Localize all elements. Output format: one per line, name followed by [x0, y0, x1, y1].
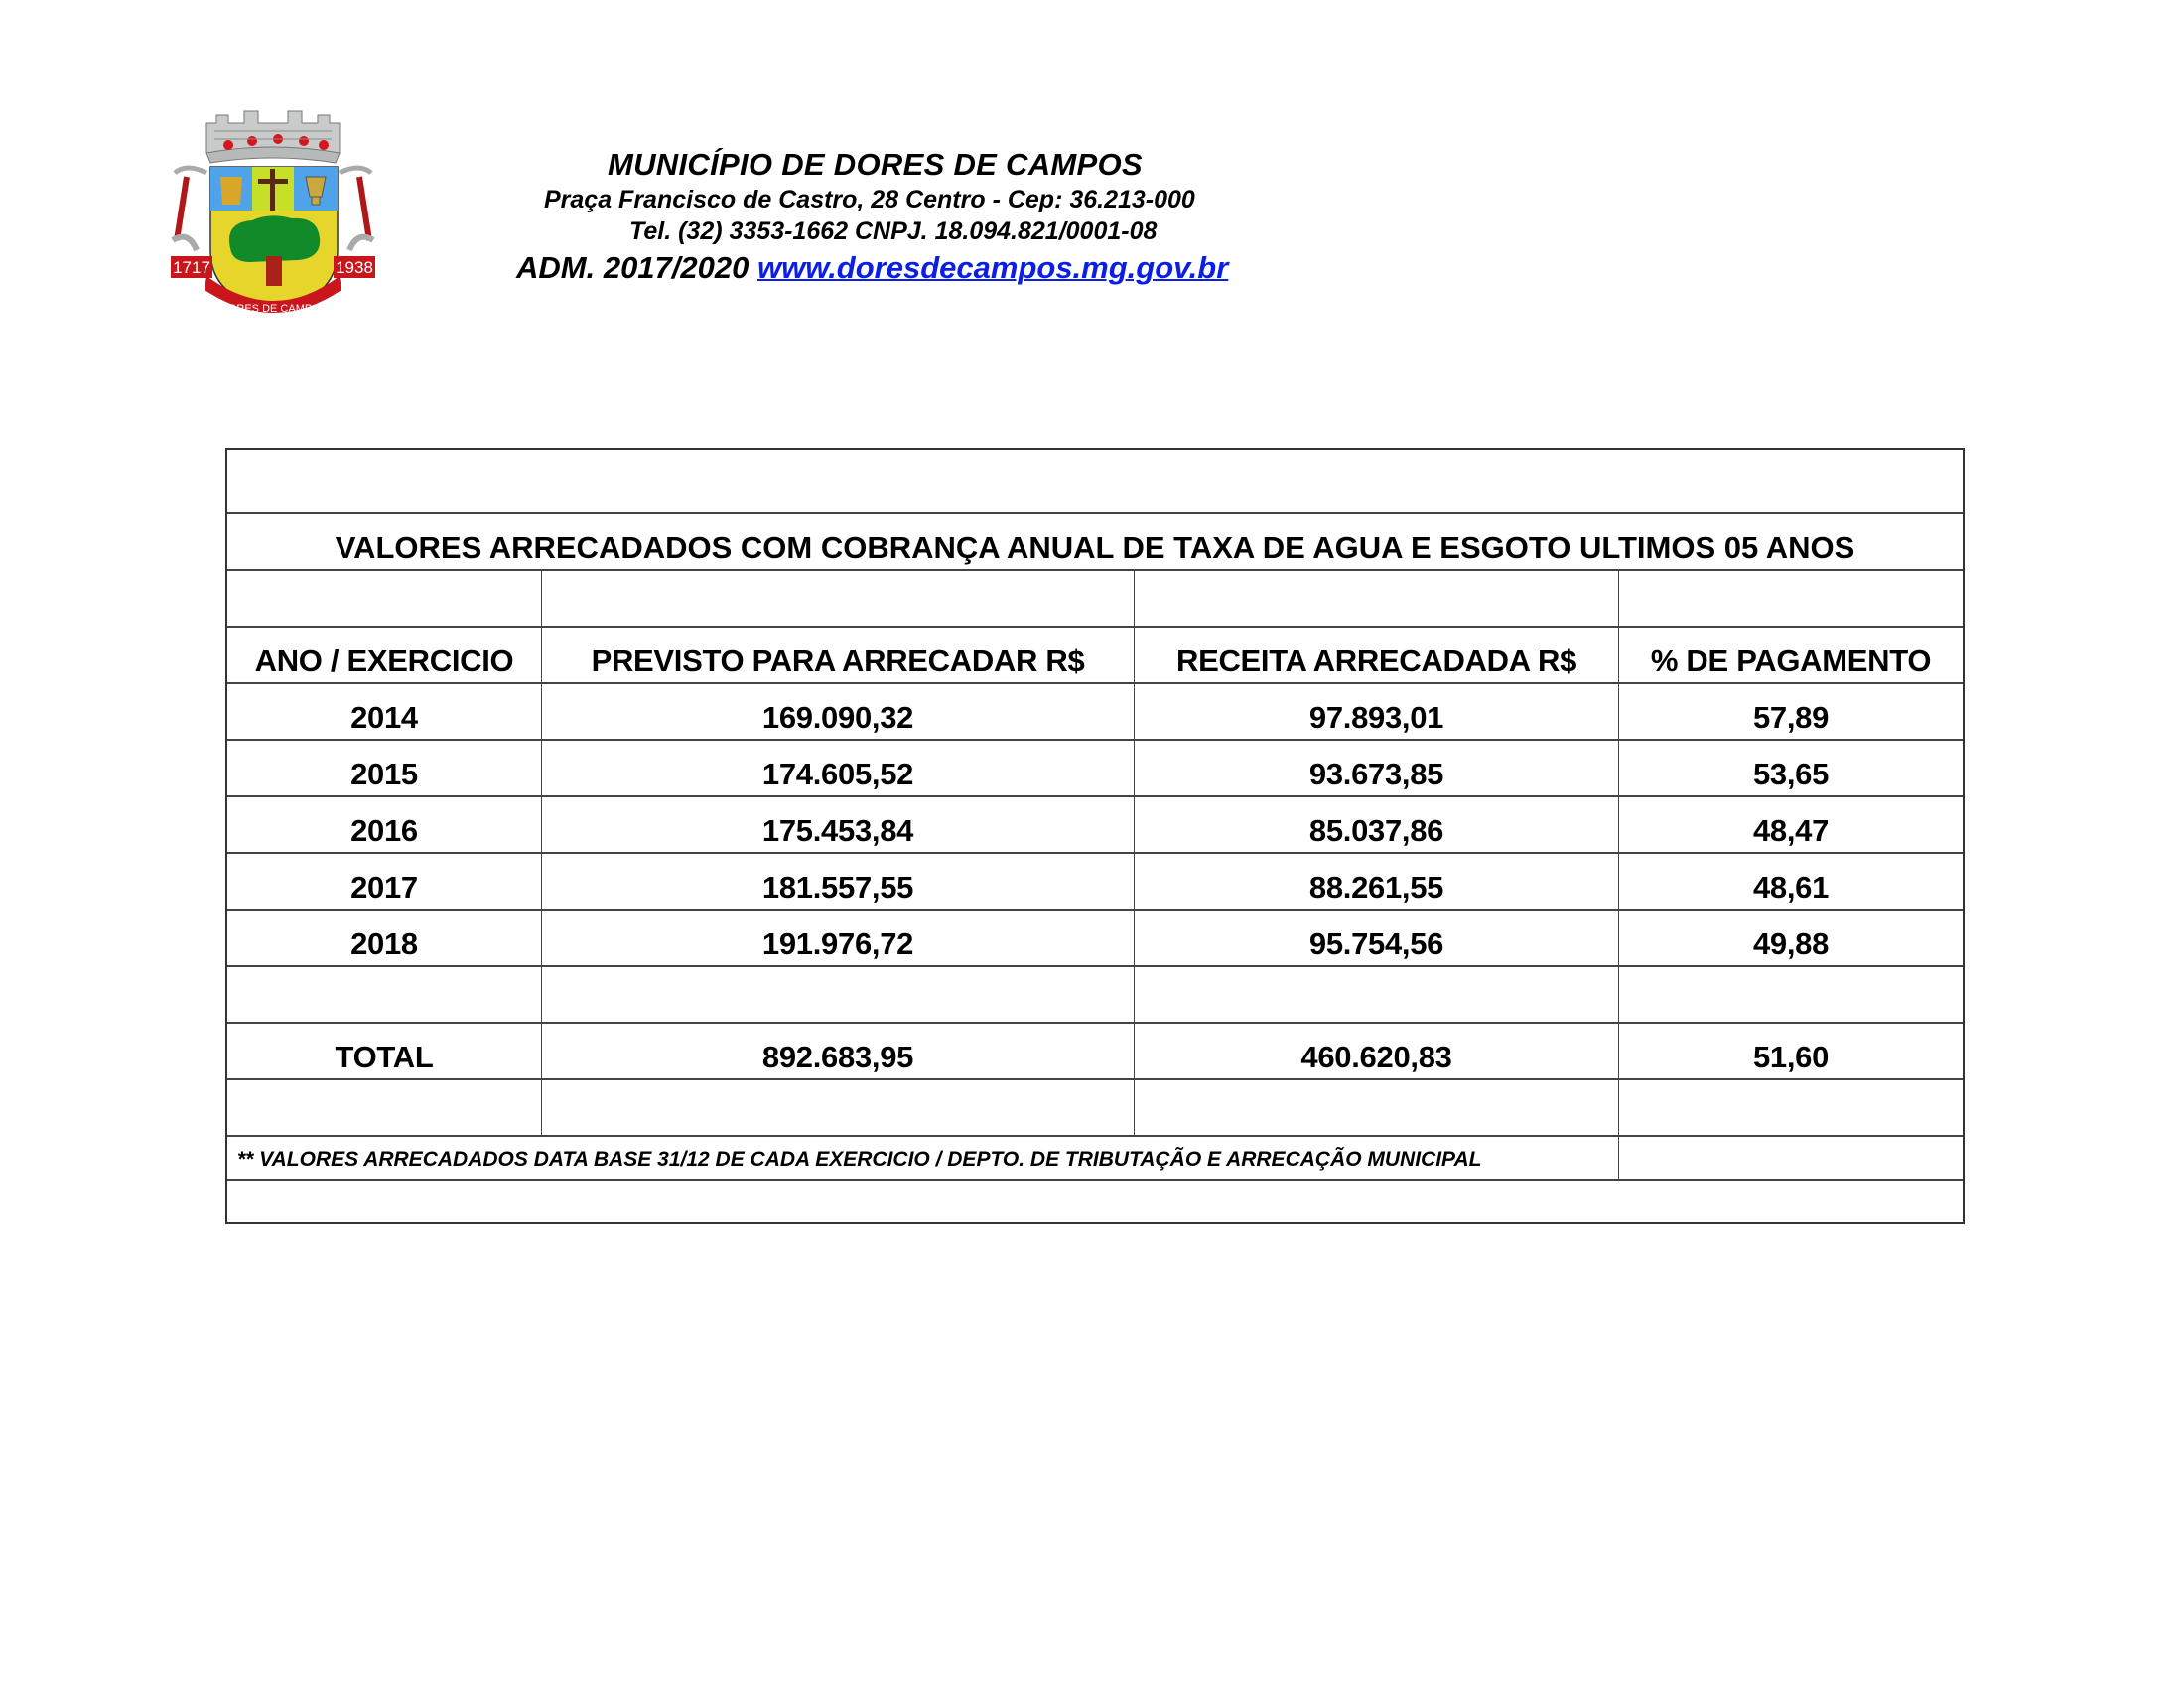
- table-title-row: [227, 512, 1963, 569]
- municipality-title: MUNICÍPIO DE DORES DE CAMPOS: [608, 147, 1143, 182]
- cell-year: 2017: [350, 870, 418, 905]
- cell-percent: 57,89: [1618, 684, 1963, 739]
- administration-period: ADM. 2017/2020: [516, 250, 750, 285]
- table-total-row: [227, 1022, 1963, 1078]
- cell-expected: 174.605,52: [541, 741, 1134, 795]
- column-header-year: ANO / EXERCICIO: [254, 643, 514, 678]
- table-row: [227, 795, 1963, 852]
- cell-year: 2018: [350, 926, 418, 961]
- table-footnote-row: [227, 1135, 1963, 1179]
- column-header-percent: % DE PAGAMENTO: [1618, 628, 1963, 682]
- administration-line: [516, 250, 1228, 286]
- svg-text:DORES DE CAMPOS: DORES DE CAMPOS: [219, 303, 329, 315]
- table-blank-row: [227, 1179, 1963, 1222]
- cell-year: 2016: [350, 813, 418, 848]
- cell-expected: 181.557,55: [541, 854, 1134, 909]
- total-expected: 892.683,95: [541, 1024, 1134, 1078]
- total-collected: 460.620,83: [1134, 1024, 1618, 1078]
- table-row: [227, 682, 1963, 739]
- table-blank-row: [227, 965, 1963, 1022]
- cell-year: 2015: [350, 757, 418, 791]
- table-row: [227, 739, 1963, 795]
- column-header-expected: PREVISTO PARA ARRECADAR R$: [541, 628, 1134, 682]
- cell-collected: 97.893,01: [1134, 684, 1618, 739]
- cell-expected: 191.976,72: [541, 911, 1134, 965]
- total-percent: 51,60: [1618, 1024, 1963, 1078]
- cell-percent: 49,88: [1618, 911, 1963, 965]
- website-link[interactable]: www.doresdecampos.mg.gov.br: [757, 250, 1229, 285]
- cell-percent: 53,65: [1618, 741, 1963, 795]
- cell-percent: 48,47: [1618, 797, 1963, 852]
- table-blank-row: [227, 450, 1963, 512]
- table-blank-row: [227, 1078, 1963, 1135]
- shield: [210, 167, 338, 308]
- table-title: VALORES ARRECADADOS COM COBRANÇA ANUAL DE TAXA DE AGUA E ESGOTO ULTIMOS 05 ANOS: [335, 530, 1855, 565]
- revenue-table: [225, 448, 1965, 1224]
- cell-year: 2014: [350, 700, 418, 735]
- address-line: Praça Francisco de Castro, 28 Centro - Cep: 36.213-000: [544, 186, 1195, 213]
- cell-percent: 48,61: [1618, 854, 1963, 909]
- footnote: ** VALORES ARRECADADOS DATA BASE 31/12 DE CADA EXERCICIO / DEPTO. DE TRIBUTAÇÃO E ARRECAÇÃO MUNICIPAL: [237, 1148, 1482, 1171]
- table-row: [227, 909, 1963, 965]
- cell-collected: 88.261,55: [1134, 854, 1618, 909]
- table-blank-row: [227, 569, 1963, 626]
- cell-expected: 175.453,84: [541, 797, 1134, 852]
- svg-text:1717: 1717: [173, 258, 210, 277]
- table-row: [227, 852, 1963, 909]
- mural-crown: [206, 111, 340, 163]
- svg-text:1938: 1938: [336, 258, 373, 277]
- cell-collected: 85.037,86: [1134, 797, 1618, 852]
- coat-of-arms-logo: [167, 101, 379, 322]
- cell-collected: 93.673,85: [1134, 741, 1618, 795]
- column-header-collected: RECEITA ARRECADADA R$: [1134, 628, 1618, 682]
- cell-expected: 169.090,32: [541, 684, 1134, 739]
- cell-collected: 95.754,56: [1134, 911, 1618, 965]
- total-label: TOTAL: [335, 1040, 434, 1074]
- table-header-row: [227, 626, 1963, 682]
- contact-line: Tel. (32) 3353-1662 CNPJ. 18.094.821/0001-08: [629, 217, 1158, 245]
